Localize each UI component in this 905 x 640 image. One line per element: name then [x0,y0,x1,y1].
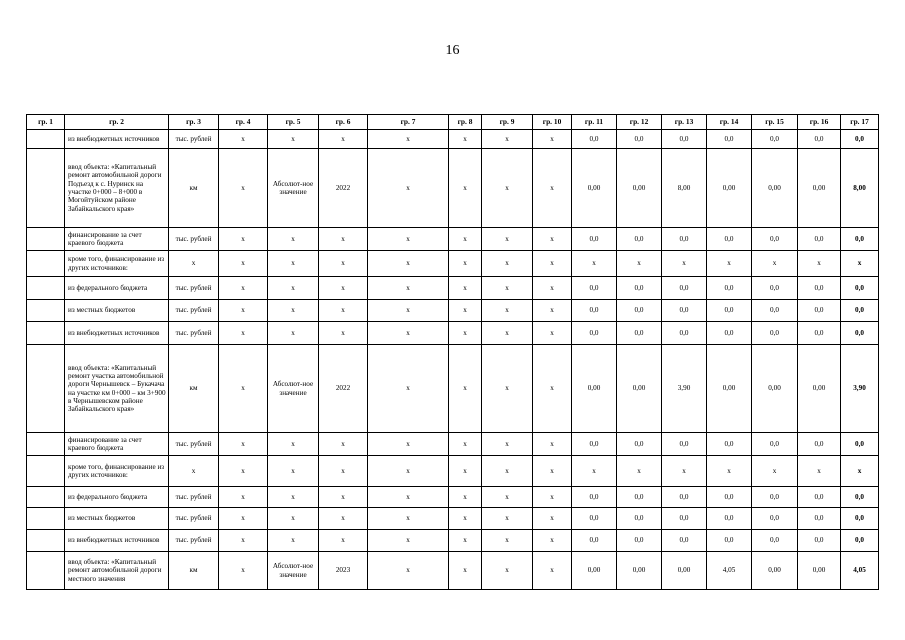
table-cell: x [533,508,572,530]
table-cell: 0,0 [841,130,879,149]
table-cell: 0,00 [798,552,841,590]
table-cell: x [449,508,482,530]
table-cell: 0,0 [798,487,841,508]
table-cell: из внебюджетных источников [65,530,169,552]
table-cell: x [368,530,449,552]
table-cell: x [268,300,319,322]
table-cell: x [449,322,482,345]
budget-table [26,114,879,590]
table-cell: x [319,456,368,487]
table-cell: ввод объекта: «Капитальный ремонт участка автомобильной дороги Чернышевск – Букачача на участке км 0+000 – км 3+900 в Чернышевском районе Забайкальского края» [65,345,169,433]
table-cell [27,487,65,508]
table-row [27,300,879,322]
table-cell: 0,0 [798,508,841,530]
table-cell: x [368,130,449,149]
table-cell: x [368,228,449,251]
table-cell: Абсолют-ное значение [268,149,319,228]
table-cell: x [368,277,449,300]
table-cell: 3,90 [662,345,707,433]
table-cell: x [219,508,268,530]
header-cell: гр. 5 [268,115,319,130]
table-cell: x [662,251,707,277]
table-row [27,487,879,508]
header-cell: гр. 2 [65,115,169,130]
table-cell: x [841,251,879,277]
table-cell [27,322,65,345]
table-cell: 0,0 [841,508,879,530]
table-cell: 4,05 [841,552,879,590]
table-cell: x [533,345,572,433]
table-row [27,277,879,300]
table-cell: 0,0 [572,300,617,322]
table-cell: ввод объекта: «Капитальный ремонт автомобильной дороги Подъезд к с. Нуринск на участке 0+000 – 8+000 в Могойтуйском районе Забайкальского края» [65,149,169,228]
table-cell: 0,0 [752,277,798,300]
table-cell: x [533,552,572,590]
table-cell: 0,0 [662,130,707,149]
table-cell: тыс. рублей [169,277,219,300]
table-cell: 0,00 [707,149,752,228]
table-cell: x [533,530,572,552]
table-cell [27,149,65,228]
table-cell: 0,0 [798,277,841,300]
table-cell [27,433,65,456]
table-cell: x [268,251,319,277]
table-cell: 0,0 [617,508,662,530]
table-cell [27,251,65,277]
table-row [27,149,879,228]
table-cell: из внебюджетных источников [65,322,169,345]
table-cell: x [368,456,449,487]
table-cell: x [219,456,268,487]
table-cell: 0,0 [572,130,617,149]
table-cell: x [268,130,319,149]
table-cell: 8,00 [841,149,879,228]
table-cell: финансирование за счет краевого бюджета [65,228,169,251]
table-cell: x [219,149,268,228]
table-cell: x [368,433,449,456]
table-cell: x [449,487,482,508]
table-cell: x [219,300,268,322]
table-cell: 0,0 [752,508,798,530]
table-cell: 0,0 [752,487,798,508]
table-cell: x [482,487,533,508]
table-cell: x [219,228,268,251]
table-cell: x [449,277,482,300]
table-cell: 0,0 [707,130,752,149]
table-cell: кроме того, финансирование из других источников: [65,251,169,277]
table-cell: 3,90 [841,345,879,433]
table-cell: тыс. рублей [169,508,219,530]
table-cell: x [482,508,533,530]
table-cell: x [752,251,798,277]
table-cell: км [169,149,219,228]
table-cell [27,228,65,251]
table-cell: x [482,530,533,552]
table-cell: x [482,251,533,277]
table-cell: Абсолют-ное значение [268,552,319,590]
table-row [27,345,879,433]
table-cell: 8,00 [662,149,707,228]
table-row [27,130,879,149]
header-row [27,115,879,130]
table-cell: 0,00 [707,345,752,433]
table-cell: 0,0 [707,322,752,345]
table-cell: x [219,322,268,345]
table-cell: x [219,345,268,433]
table-cell: 2023 [319,552,368,590]
table-cell: x [268,487,319,508]
table-cell: 0,0 [662,530,707,552]
table-cell: x [662,456,707,487]
table-cell: x [707,456,752,487]
table-cell: 0,0 [662,508,707,530]
table-cell: x [617,251,662,277]
table-cell: x [482,228,533,251]
table-cell: 0,0 [572,530,617,552]
header-cell: гр. 3 [169,115,219,130]
table-cell: финансирование за счет краевого бюджета [65,433,169,456]
table-cell: 0,00 [798,345,841,433]
table-cell: x [368,251,449,277]
table-cell: 0,0 [617,530,662,552]
header-cell: гр. 14 [707,115,752,130]
table-cell: x [368,345,449,433]
table-cell: тыс. рублей [169,433,219,456]
table-cell: 0,0 [707,508,752,530]
table-cell: 0,0 [752,300,798,322]
table-cell: x [533,487,572,508]
table-cell: тыс. рублей [169,322,219,345]
header-cell: гр. 4 [219,115,268,130]
table-cell: x [319,530,368,552]
table-cell: x [482,456,533,487]
table-cell: x [268,456,319,487]
table-cell: x [219,552,268,590]
header-cell: гр. 17 [841,115,879,130]
table-cell: 0,00 [752,149,798,228]
table-cell: кроме того, финансирование из других источников: [65,456,169,487]
header-cell: гр. 8 [449,115,482,130]
table-cell: x [482,277,533,300]
table-cell: x [449,130,482,149]
table-cell: x [533,322,572,345]
table-cell: x [449,149,482,228]
table-cell: 0,00 [752,552,798,590]
table-cell [27,552,65,590]
table-row [27,508,879,530]
table-cell: x [449,300,482,322]
table-cell: x [533,433,572,456]
table-cell: 0,0 [707,277,752,300]
table-cell: x [219,487,268,508]
table-cell: x [617,456,662,487]
table-cell: x [449,552,482,590]
table-cell: 0,0 [841,300,879,322]
table-cell: x [482,552,533,590]
table-cell: 0,0 [662,228,707,251]
table-cell: ввод объекта: «Капитальный ремонт автомобильной дороги местного значения [65,552,169,590]
table-cell: 0,0 [572,508,617,530]
table-cell: 0,0 [662,277,707,300]
table-cell: 0,0 [572,433,617,456]
table-cell: x [219,130,268,149]
table-cell: 0,0 [572,277,617,300]
table-cell: x [449,530,482,552]
table-cell [27,130,65,149]
table-cell: x [219,433,268,456]
table-cell: x [268,228,319,251]
header-cell: гр. 13 [662,115,707,130]
table-cell: тыс. рублей [169,130,219,149]
header-cell: гр. 1 [27,115,65,130]
table-cell [27,345,65,433]
table-cell: 0,0 [707,530,752,552]
table-cell: x [752,456,798,487]
table-cell: 0,0 [752,433,798,456]
table-cell: x [169,251,219,277]
table-cell: 0,00 [617,552,662,590]
table-cell: 0,0 [841,322,879,345]
table-cell: 4,05 [707,552,752,590]
table-cell: x [533,277,572,300]
table-cell: 0,0 [662,322,707,345]
table-cell: 0,0 [798,433,841,456]
table-cell: 0,0 [572,228,617,251]
table-cell: x [319,433,368,456]
table-cell [27,456,65,487]
table-cell: x [482,345,533,433]
table-cell: x [798,456,841,487]
table-cell: 0,0 [841,228,879,251]
table-cell: 0,0 [662,433,707,456]
table-cell: x [219,251,268,277]
header-cell: гр. 12 [617,115,662,130]
table-cell: x [368,322,449,345]
table-cell: Абсолют-ное значение [268,345,319,433]
table-cell: 0,0 [752,322,798,345]
table-cell: 0,0 [841,530,879,552]
table-cell: 0,0 [617,322,662,345]
table-cell: 0,00 [752,345,798,433]
table-cell: 0,0 [617,130,662,149]
table-row [27,322,879,345]
header-cell: гр. 11 [572,115,617,130]
table-cell: x [482,433,533,456]
table-cell: из внебюджетных источников [65,130,169,149]
table-cell: 2022 [319,149,368,228]
table-row [27,456,879,487]
table-cell: x [319,322,368,345]
table-cell: x [268,530,319,552]
table-cell: x [572,251,617,277]
table-cell: 0,0 [752,130,798,149]
table-row [27,552,879,590]
table-cell: 0,0 [752,228,798,251]
table-cell: тыс. рублей [169,228,219,251]
table-cell: x [319,487,368,508]
header-cell: гр. 6 [319,115,368,130]
header-cell: гр. 9 [482,115,533,130]
table-cell: из местных бюджетов [65,508,169,530]
table-cell: x [533,228,572,251]
table-cell: 0,0 [798,530,841,552]
table-cell: 0,0 [572,322,617,345]
table-cell: 0,0 [798,228,841,251]
table-row [27,251,879,277]
table-cell: x [368,552,449,590]
table-cell: км [169,345,219,433]
table-cell: 0,0 [572,487,617,508]
table-cell: из федерального бюджета [65,487,169,508]
table-cell: x [533,300,572,322]
table-cell: 0,0 [798,322,841,345]
table-cell: 0,00 [617,345,662,433]
table-cell: 0,0 [617,277,662,300]
table-cell: x [368,508,449,530]
table-cell: 0,00 [572,552,617,590]
table-cell [27,508,65,530]
table-cell: 0,0 [617,487,662,508]
table-cell: x [319,251,368,277]
table-cell: x [449,228,482,251]
table-cell: x [707,251,752,277]
table-cell: x [533,456,572,487]
header-cell: гр. 16 [798,115,841,130]
table-cell: x [482,300,533,322]
table-cell: x [268,277,319,300]
table-cell: x [319,228,368,251]
header-cell: гр. 15 [752,115,798,130]
table-cell: x [841,456,879,487]
table-cell: 0,00 [572,149,617,228]
table-cell: 0,0 [841,433,879,456]
table-cell: x [219,530,268,552]
table-cell: x [319,130,368,149]
table-cell: 0,00 [662,552,707,590]
table-cell: 0,0 [707,433,752,456]
table-cell: 0,0 [798,300,841,322]
table-cell: 0,0 [752,530,798,552]
table-cell: из федерального бюджета [65,277,169,300]
table-cell [27,530,65,552]
table-cell: x [368,149,449,228]
table-cell: км [169,552,219,590]
header-cell: гр. 10 [533,115,572,130]
table-cell: x [482,130,533,149]
table-cell: x [449,345,482,433]
table-cell: 2022 [319,345,368,433]
table-cell: x [169,456,219,487]
table-cell: x [482,322,533,345]
table-cell: x [368,300,449,322]
table-cell: 0,0 [617,228,662,251]
table-cell: x [533,130,572,149]
table-cell: 0,0 [841,277,879,300]
table-cell: тыс. рублей [169,300,219,322]
table-row [27,433,879,456]
table-cell: 0,00 [617,149,662,228]
table-cell: тыс. рублей [169,530,219,552]
table-cell: 0,0 [707,487,752,508]
table-cell: x [533,149,572,228]
table-cell: x [798,251,841,277]
table-cell: 0,0 [662,300,707,322]
page-number: 16 [445,43,460,58]
table-cell [27,300,65,322]
table-cell: 0,0 [707,300,752,322]
table-row [27,228,879,251]
table-cell: 0,00 [572,345,617,433]
table-cell: x [219,277,268,300]
header-cell: гр. 7 [368,115,449,130]
table-cell: x [533,251,572,277]
table-cell: из местных бюджетов [65,300,169,322]
table-cell: x [449,433,482,456]
table-cell: x [268,508,319,530]
table-cell: x [572,456,617,487]
table-cell: 0,0 [617,433,662,456]
table-cell: x [482,149,533,228]
table-cell: 0,00 [798,149,841,228]
table-cell: тыс. рублей [169,487,219,508]
table-cell: 0,0 [707,228,752,251]
table-cell: x [319,300,368,322]
table-cell: x [368,487,449,508]
table-cell: x [268,433,319,456]
table-cell: 0,0 [617,300,662,322]
table-cell [27,277,65,300]
table-cell: x [319,277,368,300]
table-cell: x [449,251,482,277]
table-row [27,530,879,552]
table-cell: 0,0 [798,130,841,149]
table-cell: x [319,508,368,530]
table-cell: x [449,456,482,487]
table-cell: x [268,322,319,345]
table-cell: 0,0 [841,487,879,508]
table-cell: 0,0 [662,487,707,508]
